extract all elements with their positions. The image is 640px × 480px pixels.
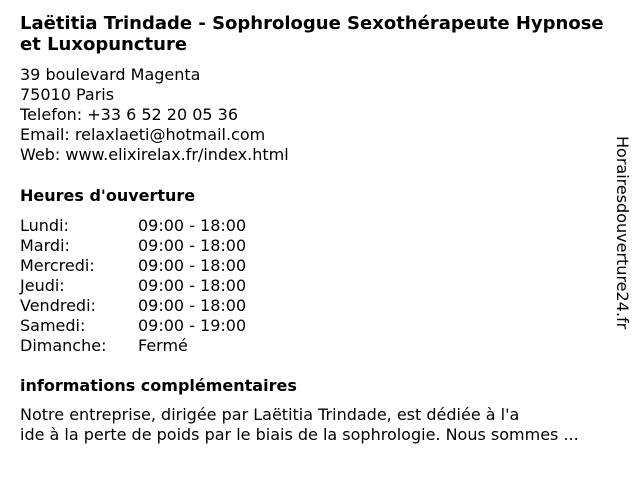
hours-row-wednesday	[20, 256, 620, 276]
hours-time: 09:00 - 19:00	[138, 316, 247, 335]
opening-hours-table	[20, 216, 620, 356]
hours-day: Jeudi:	[20, 276, 65, 295]
opening-hours-heading: Heures d'ouverture	[20, 186, 196, 205]
site-watermark: Horairesdouverture24.fr	[613, 136, 632, 330]
hours-row-sunday	[20, 336, 620, 356]
address-city: 75010 Paris	[20, 85, 115, 104]
hours-day: Vendredi:	[20, 296, 96, 315]
hours-day: Samedi:	[20, 316, 86, 335]
info-line: Notre entreprise, dirigée par Laëtitia Trindade, est dédiée à l'a	[20, 405, 520, 424]
business-title: Laëtitia Trindade - Sophrologue Sexothérapeute Hypnose et Luxopuncture	[20, 13, 604, 55]
hours-day: Mercredi:	[20, 256, 95, 275]
info-line: ide à la perte de poids par le biais de la sophrologie. Nous sommes ...	[20, 425, 579, 444]
hours-row-thursday	[20, 276, 620, 296]
hours-day: Dimanche:	[20, 336, 107, 355]
hours-time: 09:00 - 18:00	[138, 256, 247, 275]
hours-row-friday	[20, 296, 620, 316]
hours-row-tuesday	[20, 236, 620, 256]
phone-number[interactable]: Telefon: +33 6 52 20 05 36	[20, 105, 239, 124]
hours-time: 09:00 - 18:00	[138, 216, 247, 235]
email-address[interactable]: Email: relaxlaeti@hotmail.com	[20, 125, 266, 144]
hours-day: Mardi:	[20, 236, 70, 255]
additional-info-heading: informations complémentaires	[20, 376, 297, 395]
hours-time: 09:00 - 18:00	[138, 276, 247, 295]
hours-time: 09:00 - 18:00	[138, 296, 247, 315]
address-street: 39 boulevard Magenta	[20, 65, 201, 84]
hours-row-monday	[20, 216, 620, 236]
website-link[interactable]: Web: www.elixirelax.fr/index.html	[20, 145, 289, 164]
hours-time: 09:00 - 18:00	[138, 236, 247, 255]
business-card	[20, 13, 620, 445]
additional-info-text	[20, 405, 620, 445]
contact-block	[20, 65, 620, 165]
hours-time: Fermé	[138, 336, 188, 355]
hours-day: Lundi:	[20, 216, 69, 235]
hours-row-saturday	[20, 316, 620, 336]
